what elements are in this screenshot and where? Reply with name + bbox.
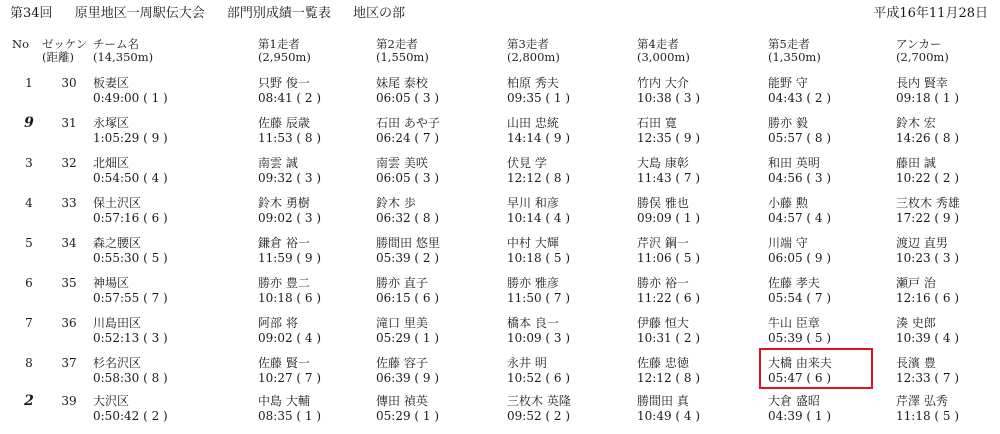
runner-time: 06:24 ( 7 ) xyxy=(376,131,440,145)
table-row xyxy=(0,116,1000,156)
runner-cell xyxy=(768,196,831,226)
runner-name: 勝亦 裕一 xyxy=(637,276,689,290)
runner-name: 石田 寛 xyxy=(637,116,677,130)
runner-cell xyxy=(507,116,570,146)
header-leg2-label: 第2走者 xyxy=(376,37,418,51)
runner-cell xyxy=(896,316,959,346)
header-leg3-distance: (2,800m) xyxy=(507,50,560,64)
runner-name: 長濱 豊 xyxy=(896,356,936,370)
row-bib: 31 xyxy=(61,116,77,130)
team-cell xyxy=(93,276,168,306)
runner-name: 勝俣 雅也 xyxy=(637,196,689,210)
division-label: 地区の部 xyxy=(353,6,406,21)
runner-cell xyxy=(507,356,570,386)
runner-time: 10:39 ( 4 ) xyxy=(896,331,960,345)
runner-cell xyxy=(768,236,831,266)
runner-time: 12:12 ( 8 ) xyxy=(507,171,571,185)
runner-cell xyxy=(896,116,959,146)
runner-cell xyxy=(896,276,959,306)
runner-cell xyxy=(507,76,570,106)
team-total: 0:57:16 ( 6 ) xyxy=(93,211,168,225)
table-row xyxy=(0,76,1000,116)
header-leg1-distance: (2,950m) xyxy=(258,50,311,64)
runner-name: 伊藤 恒大 xyxy=(637,316,689,330)
runner-cell xyxy=(376,196,439,226)
header-leg1-label: 第1走者 xyxy=(258,37,300,51)
runner-name: 只野 俊一 xyxy=(258,76,310,90)
runner-name: 竹内 大介 xyxy=(637,76,689,90)
runner-cell xyxy=(637,316,700,346)
team-total: 0:50:42 ( 2 ) xyxy=(93,409,168,423)
runner-time: 10:18 ( 6 ) xyxy=(258,291,322,305)
runner-time: 06:15 ( 6 ) xyxy=(376,291,440,305)
team-cell xyxy=(93,196,168,226)
runner-cell xyxy=(376,76,439,106)
handwritten-rank-mark: 9 xyxy=(24,115,34,131)
header-team-distance: (14,350m) xyxy=(93,50,154,64)
runner-time: 10:31 ( 2 ) xyxy=(637,331,701,345)
runner-time: 06:05 ( 3 ) xyxy=(376,91,440,105)
runner-name: 勝間田 真 xyxy=(637,394,689,408)
team-name: 保土沢区 xyxy=(93,196,142,210)
runner-name: 鈴木 勇樹 xyxy=(258,196,310,210)
runner-cell xyxy=(507,276,570,306)
highlight-box xyxy=(759,348,873,389)
runner-time: 04:56 ( 3 ) xyxy=(768,171,832,185)
runner-name: 大橋 由来夫 xyxy=(768,356,832,370)
table-row xyxy=(0,276,1000,316)
runner-name: 勝亦 雅彦 xyxy=(507,276,559,290)
runner-name: 南雲 美咲 xyxy=(376,156,428,170)
runner-cell xyxy=(507,394,571,424)
header-no xyxy=(12,38,29,51)
runner-cell xyxy=(896,394,959,424)
runner-time: 09:35 ( 1 ) xyxy=(507,91,571,105)
table-row xyxy=(0,236,1000,276)
header-team xyxy=(93,38,153,64)
runner-time: 10:22 ( 2 ) xyxy=(896,171,960,185)
team-name: 板妻区 xyxy=(93,76,130,90)
row-bib: 32 xyxy=(61,156,77,170)
runner-time: 11:59 ( 9 ) xyxy=(258,251,322,265)
runner-name: 伏見 学 xyxy=(507,156,547,170)
runner-cell xyxy=(768,76,831,106)
header-leg5 xyxy=(768,38,821,64)
runner-cell xyxy=(258,316,321,346)
runner-name: 鈴木 歩 xyxy=(376,196,416,210)
row-no: 4 xyxy=(25,196,33,210)
runner-cell xyxy=(258,276,321,306)
team-name: 杉名沢区 xyxy=(93,356,142,370)
runner-cell xyxy=(637,116,700,146)
runner-time: 05:47 ( 6 ) xyxy=(768,371,832,385)
header-leg2 xyxy=(376,38,429,64)
team-name: 永塚区 xyxy=(93,116,130,130)
row-bib: 39 xyxy=(61,394,77,408)
runner-name: 傳田 禎英 xyxy=(376,394,428,408)
runner-time: 17:22 ( 9 ) xyxy=(896,211,960,225)
runner-name: 佐藤 孝夫 xyxy=(768,276,820,290)
runner-name: 佐藤 辰歳 xyxy=(258,116,310,130)
runner-time: 11:06 ( 5 ) xyxy=(637,251,701,265)
runner-cell xyxy=(258,236,321,266)
runner-time: 09:32 ( 3 ) xyxy=(258,171,322,185)
runner-cell xyxy=(376,156,439,186)
runner-name: 川端 守 xyxy=(768,236,808,250)
runner-name: 小藤 勲 xyxy=(768,196,808,210)
runner-name: 橋本 良一 xyxy=(507,316,559,330)
team-total: 0:58:30 ( 8 ) xyxy=(93,371,168,385)
runner-cell xyxy=(768,394,831,424)
runner-time: 10:23 ( 3 ) xyxy=(896,251,960,265)
document-title xyxy=(10,2,423,21)
row-no: 7 xyxy=(25,316,33,330)
team-total: 0:57:55 ( 7 ) xyxy=(93,291,168,305)
runner-cell xyxy=(258,356,321,386)
team-name: 神場区 xyxy=(93,276,130,290)
row-bib: 35 xyxy=(61,276,77,290)
runner-cell xyxy=(258,196,321,226)
runner-name: 大島 康彰 xyxy=(637,156,689,170)
runner-time: 05:54 ( 7 ) xyxy=(768,291,832,305)
runner-time: 12:12 ( 8 ) xyxy=(637,371,701,385)
runner-cell xyxy=(637,356,700,386)
runner-time: 05:29 ( 1 ) xyxy=(376,331,440,345)
runner-time: 10:49 ( 4 ) xyxy=(637,409,701,423)
runner-name: 南雲 誠 xyxy=(258,156,298,170)
runner-cell xyxy=(768,276,831,306)
header-anchor xyxy=(896,38,949,64)
runner-time: 11:22 ( 6 ) xyxy=(637,291,701,305)
runner-time: 14:26 ( 8 ) xyxy=(896,131,960,145)
row-bib: 30 xyxy=(61,76,77,90)
runner-time: 10:27 ( 7 ) xyxy=(258,371,322,385)
runner-name: 鈴木 宏 xyxy=(896,116,936,130)
runner-name: 勝亦 豊二 xyxy=(258,276,310,290)
runner-time: 05:57 ( 8 ) xyxy=(768,131,832,145)
runner-name: 佐藤 賢一 xyxy=(258,356,310,370)
runner-name: 渡辺 直男 xyxy=(896,236,948,250)
team-total: 0:52:13 ( 3 ) xyxy=(93,331,168,345)
runner-name: 滝口 里美 xyxy=(376,316,428,330)
header-leg2-distance: (1,550m) xyxy=(376,50,429,64)
runner-name: 勝間田 悠里 xyxy=(376,236,440,250)
header-team-label: チーム名 xyxy=(93,37,139,51)
runner-cell xyxy=(376,116,440,146)
runner-time: 12:16 ( 6 ) xyxy=(896,291,960,305)
header-leg5-distance: (1,350m) xyxy=(768,50,821,64)
runner-time: 10:18 ( 5 ) xyxy=(507,251,571,265)
runner-time: 06:05 ( 3 ) xyxy=(376,171,440,185)
header-leg4-label: 第4走者 xyxy=(637,37,679,51)
runner-name: 佐藤 忠徳 xyxy=(637,356,689,370)
runner-name: 三枚木 秀雄 xyxy=(896,196,960,210)
runner-cell xyxy=(507,196,570,226)
runner-name: 芹澤 弘秀 xyxy=(896,394,948,408)
runner-time: 10:14 ( 4 ) xyxy=(507,211,571,225)
runner-name: 中村 大輝 xyxy=(507,236,559,250)
team-cell xyxy=(93,356,168,386)
runner-cell xyxy=(258,76,321,106)
runner-time: 10:52 ( 6 ) xyxy=(507,371,571,385)
document-subtitle: 部門別成績一覧表 xyxy=(226,6,331,21)
runner-name: 芹沢 鋼一 xyxy=(637,236,689,250)
runner-name: 藤田 誠 xyxy=(896,156,936,170)
header-leg5-label: 第5走者 xyxy=(768,37,810,51)
runner-name: 鎌倉 裕一 xyxy=(258,236,310,250)
runner-cell xyxy=(768,156,831,186)
team-cell xyxy=(93,394,168,424)
runner-name: 勝亦 毅 xyxy=(768,116,808,130)
runner-cell xyxy=(507,316,570,346)
runner-cell xyxy=(376,316,439,346)
runner-cell xyxy=(637,236,700,266)
runner-cell xyxy=(637,394,700,424)
team-name: 川島田区 xyxy=(93,316,142,330)
team-cell xyxy=(93,76,168,106)
runner-name: 和田 英明 xyxy=(768,156,820,170)
header-leg4 xyxy=(637,38,690,64)
header-bib-label: ゼッケン xyxy=(42,37,88,51)
runner-time: 04:39 ( 1 ) xyxy=(768,409,832,423)
runner-time: 09:02 ( 3 ) xyxy=(258,211,322,225)
runner-cell xyxy=(896,196,960,226)
event-title: 原里地区一周駅伝大会 xyxy=(74,6,205,21)
runner-time: 12:33 ( 7 ) xyxy=(896,371,960,385)
row-bib: 34 xyxy=(61,236,77,250)
runner-cell xyxy=(376,276,439,306)
runner-name: 牛山 臣章 xyxy=(768,316,820,330)
team-cell xyxy=(93,236,168,266)
runner-name: 能野 守 xyxy=(768,76,808,90)
runner-cell xyxy=(896,76,959,106)
runner-cell xyxy=(637,76,700,106)
header-anchor-label: アンカー xyxy=(896,37,942,51)
team-total: 0:49:00 ( 1 ) xyxy=(93,91,168,105)
runner-name: 早川 和彦 xyxy=(507,196,559,210)
team-total: 0:54:50 ( 4 ) xyxy=(93,171,168,185)
table-row xyxy=(0,196,1000,236)
header-leg3 xyxy=(507,38,560,64)
row-bib: 36 xyxy=(61,316,77,330)
runner-time: 05:39 ( 5 ) xyxy=(768,331,832,345)
handwritten-rank-mark: 2 xyxy=(24,393,34,409)
runner-time: 09:02 ( 4 ) xyxy=(258,331,322,345)
runner-time: 11:18 ( 5 ) xyxy=(896,409,960,423)
runner-time: 06:05 ( 9 ) xyxy=(768,251,832,265)
row-bib: 33 xyxy=(61,196,77,210)
runner-name: 山田 忠統 xyxy=(507,116,559,130)
runner-time: 10:38 ( 3 ) xyxy=(637,91,701,105)
runner-cell xyxy=(896,356,959,386)
runner-cell xyxy=(376,236,440,266)
header-leg3-label: 第3走者 xyxy=(507,37,549,51)
team-cell xyxy=(93,316,168,346)
runner-time: 05:29 ( 1 ) xyxy=(376,409,440,423)
runner-name: 石田 あや子 xyxy=(376,116,440,130)
runner-time: 05:39 ( 2 ) xyxy=(376,251,440,265)
runner-name: 三枚木 英隆 xyxy=(507,394,571,408)
header-leg1 xyxy=(258,38,311,64)
team-name: 北畑区 xyxy=(93,156,130,170)
runner-time: 06:39 ( 9 ) xyxy=(376,371,440,385)
runner-name: 柏原 秀夫 xyxy=(507,76,559,90)
runner-name: 永井 明 xyxy=(507,356,547,370)
row-no: 3 xyxy=(25,156,33,170)
runner-time: 04:57 ( 4 ) xyxy=(768,211,832,225)
team-name: 森之腰区 xyxy=(93,236,142,250)
runner-name: 勝亦 直子 xyxy=(376,276,428,290)
team-cell xyxy=(93,156,168,186)
row-no: 6 xyxy=(25,276,33,290)
runner-name: 佐藤 容子 xyxy=(376,356,428,370)
runner-cell xyxy=(896,236,959,266)
runner-time: 06:32 ( 8 ) xyxy=(376,211,440,225)
runner-cell xyxy=(258,116,321,146)
runner-cell xyxy=(376,394,439,424)
edition-label: 第34回 xyxy=(10,6,53,21)
header-distance-label: (距離) xyxy=(42,50,74,64)
header-bib xyxy=(42,38,87,64)
team-total: 0:55:30 ( 5 ) xyxy=(93,251,168,265)
runner-time: 09:18 ( 1 ) xyxy=(896,91,960,105)
row-no: 8 xyxy=(25,356,33,370)
runner-cell xyxy=(637,276,700,306)
runner-time: 11:50 ( 7 ) xyxy=(507,291,571,305)
runner-time: 09:09 ( 1 ) xyxy=(637,211,701,225)
runner-name: 湊 史郎 xyxy=(896,316,936,330)
runner-cell xyxy=(376,356,439,386)
table-row xyxy=(0,394,1000,434)
row-no: 5 xyxy=(25,236,33,250)
runner-time: 08:41 ( 2 ) xyxy=(258,91,322,105)
runner-time: 14:14 ( 9 ) xyxy=(507,131,571,145)
header-anchor-distance: (2,700m) xyxy=(896,50,949,64)
runner-name: 大倉 盛昭 xyxy=(768,394,820,408)
row-no: 1 xyxy=(25,76,33,90)
runner-cell xyxy=(258,156,321,186)
team-total: 1:05:29 ( 9 ) xyxy=(93,131,168,145)
runner-time: 11:43 ( 7 ) xyxy=(637,171,701,185)
runner-name: 中島 大輔 xyxy=(258,394,310,408)
runner-cell xyxy=(896,156,959,186)
runner-cell xyxy=(637,156,700,186)
runner-time: 11:53 ( 8 ) xyxy=(258,131,322,145)
runner-cell xyxy=(768,116,831,146)
runner-cell xyxy=(507,156,570,186)
runner-time: 09:52 ( 2 ) xyxy=(507,409,571,423)
team-name: 大沢区 xyxy=(93,394,130,408)
document-date: 平成16年11月28日 xyxy=(873,6,988,21)
runner-time: 08:35 ( 1 ) xyxy=(258,409,322,423)
header-leg4-distance: (3,000m) xyxy=(637,50,690,64)
runner-cell xyxy=(258,394,321,424)
runner-name: 阿部 将 xyxy=(258,316,298,330)
row-bib: 37 xyxy=(61,356,77,370)
runner-cell xyxy=(637,196,700,226)
runner-name: 瀬戸 治 xyxy=(896,276,936,290)
runner-time: 10:09 ( 3 ) xyxy=(507,331,571,345)
runner-cell xyxy=(768,316,831,346)
header-no-label: No xyxy=(12,37,29,51)
table-row xyxy=(0,156,1000,196)
runner-time: 04:43 ( 2 ) xyxy=(768,91,832,105)
runner-time: 12:35 ( 9 ) xyxy=(637,131,701,145)
runner-name: 妹尾 泰校 xyxy=(376,76,428,90)
runner-name: 長内 賢幸 xyxy=(896,76,948,90)
team-cell xyxy=(93,116,168,146)
runner-cell xyxy=(507,236,570,266)
